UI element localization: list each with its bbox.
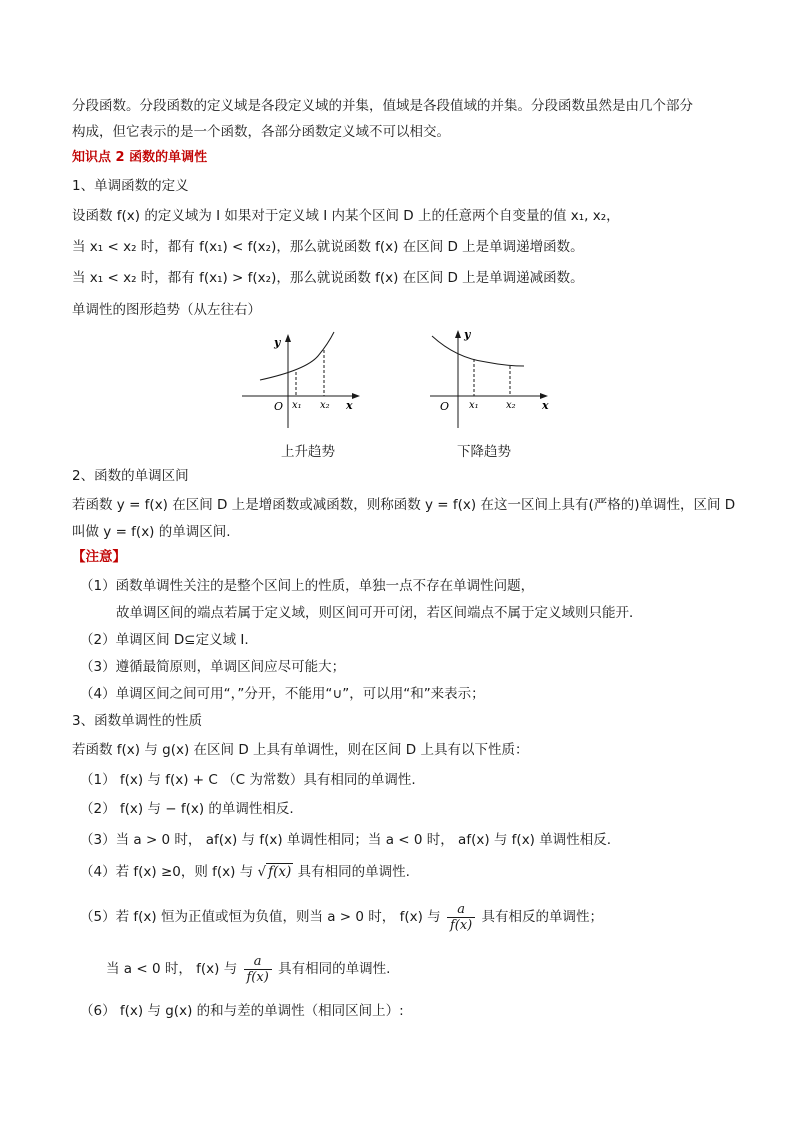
sqrt-radicand: f(x) (268, 864, 292, 880)
section-1-title: 1、单调函数的定义 (72, 178, 189, 194)
property-6: （6） f(x) 与 g(x) 的和与差的单调性（相同区间上）: (80, 1003, 404, 1019)
property-5b-suffix: 具有相同的单调性. (278, 961, 391, 977)
increasing-graph (236, 322, 366, 434)
note-title: 【注意】 (72, 549, 126, 565)
x-axis-arrow-icon (352, 393, 360, 399)
property-1: （1） f(x) 与 f(x) + C （C 为常数）具有相同的单调性. (80, 772, 416, 788)
property-5-continued (106, 952, 390, 986)
property-4-suffix: 具有相同的单调性. (297, 864, 410, 880)
note-3: （3）遵循最简原则，单调区间应尽可能大； (80, 659, 346, 675)
section-3-intro: 若函数 f(x) 与 g(x) 在区间 D 上具有单调性，则在区间 D 上具有以下性质： (72, 742, 529, 758)
x1-label: x₁ (469, 400, 479, 411)
origin-label: O (274, 400, 284, 413)
increasing-curve (260, 332, 334, 380)
decreasing-definition: 当 x₁ < x₂ 时，都有 f(x₁) > f(x₂)，那么就说函数 f(x) 在区间 D 上是单调递减函数。 (72, 270, 584, 286)
intro-line-2: 构成，但它表示的是一个函数，各部分函数定义域不可以相交。 (72, 124, 450, 140)
property-4 (80, 862, 410, 882)
intro-line-1: 分段函数。分段函数的定义域是各段定义域的并集，值域是各段值域的并集。分段函数虽然是由几个部分 (72, 98, 693, 114)
definition-line: 设函数 f(x) 的定义域为 I 如果对于定义域 I 内某个区间 D 上的任意两个自变量的值 x₁, x₂， (72, 208, 620, 224)
increasing-definition: 当 x₁ < x₂ 时，都有 f(x₁) < f(x₂)，那么就说函数 f(x) 在区间 D 上是单调递增函数。 (72, 239, 584, 255)
decreasing-curve (432, 336, 524, 366)
trend-title: 单调性的图形趋势（从左往右） (72, 302, 261, 318)
x1-label: x₁ (292, 400, 302, 411)
property-3: （3）当 a > 0 时， af(x) 与 f(x) 单调性相同；当 a < 0 时， af(x) 与 f(x) 单调性相反. (80, 832, 612, 848)
y-label: y (274, 336, 281, 349)
property-5-suffix: 具有相反的单调性； (481, 909, 604, 925)
decreasing-caption: 下降趋势 (457, 444, 511, 460)
x2-label: x₂ (506, 400, 516, 411)
note-1: （1）函数单调性关注的是整个区间上的性质，单独一点不存在单调性问题， (80, 578, 535, 594)
fraction-denominator: f(x) (244, 969, 272, 985)
sqrt-expression (258, 864, 294, 880)
y-axis-arrow-icon (455, 330, 461, 338)
fraction-a-over-fx (447, 902, 475, 933)
note-2: （2）单调区间 D⊆定义域 I. (80, 632, 249, 648)
fraction-denominator: f(x) (447, 917, 475, 933)
fraction-numerator: a (457, 901, 465, 917)
fraction-numerator: a (253, 953, 262, 969)
y-label: y (464, 328, 471, 341)
property-5 (80, 900, 603, 934)
fraction-a-over-fx-2 (244, 954, 272, 985)
increasing-caption: 上升趋势 (281, 444, 335, 460)
sqrt-icon: √ (257, 864, 267, 880)
decreasing-graph (426, 322, 560, 434)
section-2-line-2: 叫做 y = f(x) 的单调区间. (72, 524, 231, 540)
property-2: （2） f(x) 与 − f(x) 的单调性相反. (80, 801, 294, 817)
property-4-text: （4）若 f(x) ≥0，则 f(x) 与 (80, 864, 254, 880)
x-label: x (542, 399, 549, 412)
knowledge-point-title: 知识点 2 函数的单调性 (72, 150, 208, 165)
section-2-line-1: 若函数 y = f(x) 在区间 D 上是增函数或减函数，则称函数 y = f(x) 在这一区间上具有(严格的)单调性，区间 D (72, 497, 736, 513)
property-5-text: （5）若 f(x) 恒为正值或恒为负值，则当 a > 0 时， f(x) 与 (80, 909, 441, 925)
y-axis-arrow-icon (285, 334, 291, 342)
property-5b-text: 当 a < 0 时， f(x) 与 (106, 961, 238, 977)
note-4: （4）单调区间之间可用“，”分开，不能用“∪”，可以用“和”来表示； (80, 686, 485, 702)
x-label: x (346, 399, 353, 412)
section-2-title: 2、函数的单调区间 (72, 468, 189, 484)
note-1-continued: 故单调区间的端点若属于定义域，则区间可开可闭，若区间端点不属于定义域则只能开． (116, 605, 643, 621)
origin-label: O (440, 400, 450, 413)
section-3-title: 3、函数单调性的性质 (72, 713, 203, 729)
x2-label: x₂ (320, 400, 330, 411)
